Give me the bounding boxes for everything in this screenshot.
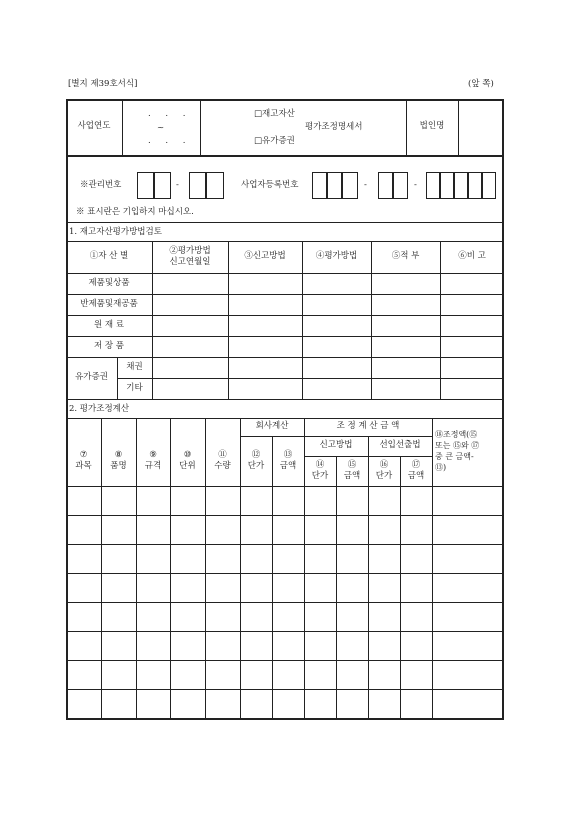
row-products-goods: 제품및상품 xyxy=(88,277,130,288)
company-calc-header: 회사계산 xyxy=(255,421,289,432)
statement-title: 평가조정명세서 xyxy=(305,122,363,132)
business-reg-digit-box[interactable] xyxy=(454,172,468,199)
corp-name-field[interactable] xyxy=(458,99,504,155)
business-year-label: 사업연도 xyxy=(77,121,111,132)
col-remarks: ⑥비 고 xyxy=(458,251,486,262)
col-reported-unit-price: ⑭ 단가 xyxy=(311,459,329,481)
management-digit-box[interactable] xyxy=(189,172,206,199)
business-reg-digit-box[interactable] xyxy=(426,172,440,199)
col-eval-method-date: ②평가방법 신고연월일 xyxy=(169,245,211,267)
dash-separator: - xyxy=(176,180,179,190)
business-reg-digit-box[interactable] xyxy=(312,172,327,199)
dash-separator: - xyxy=(364,180,367,190)
col-unit: ⑩ 단위 xyxy=(179,449,196,471)
col-spec: ⑨ 규격 xyxy=(144,449,162,471)
business-reg-digit-box[interactable] xyxy=(327,172,342,199)
col-fifo-amount: ⑰ 금액 xyxy=(407,459,425,481)
col-quantity: ⑪ 수량 xyxy=(214,449,231,471)
management-digit-box[interactable] xyxy=(154,172,171,199)
row-other: 기타 xyxy=(126,382,143,393)
col-item-name: ⑧ 품명 xyxy=(110,449,127,471)
row-semi-finished: 반제품및재공품 xyxy=(80,298,138,309)
reported-method-header: 신고방법 xyxy=(319,440,353,451)
adjust-calc-header: 조 정 계 산 금 액 xyxy=(336,421,400,432)
management-digit-box[interactable] xyxy=(137,172,154,199)
row-securities: 유가증권 xyxy=(75,372,108,383)
option-securities-checkbox[interactable]: □유가증권 xyxy=(254,136,295,146)
corp-name-label: 법인명 xyxy=(419,121,445,132)
col-company-unit-price: ⑫ 단가 xyxy=(247,449,265,471)
col-fifo-unit-price: ⑯ 단가 xyxy=(375,459,393,481)
col-appropriateness: ⑤적 부 xyxy=(391,251,420,262)
row-supplies: 저 장 품 xyxy=(93,340,125,351)
period-start: . . . xyxy=(148,109,192,119)
page-side-label: (앞 쪽) xyxy=(468,79,494,89)
business-reg-digit-box[interactable] xyxy=(393,172,408,199)
option-inventory-checkbox[interactable]: □재고자산 xyxy=(254,109,295,119)
col-company-amount: ⑬ 금액 xyxy=(279,449,297,471)
business-reg-label: 사업자등록번호 xyxy=(241,180,299,190)
section1-title: 1. 재고자산평가방법검토 xyxy=(69,227,162,237)
dash-separator: - xyxy=(414,180,417,190)
business-reg-digit-box[interactable] xyxy=(482,172,496,199)
form-number-label: [별지 제39호서식] xyxy=(68,79,138,89)
management-number-label: ※관리번호 xyxy=(80,180,122,190)
period-end: . . . xyxy=(148,136,192,146)
period-tilde: ~ xyxy=(157,123,165,133)
management-digit-box[interactable] xyxy=(206,172,224,199)
col-reported-amount: ⑮ 금액 xyxy=(343,459,361,481)
col-eval-method: ④평가방법 xyxy=(315,251,358,262)
business-reg-digit-box[interactable] xyxy=(440,172,454,199)
fifo-method-header: 선입선출법 xyxy=(379,440,421,451)
col-asset-type: ①자 산 별 xyxy=(89,251,129,262)
business-reg-digit-box[interactable] xyxy=(342,172,358,199)
business-reg-digit-box[interactable] xyxy=(468,172,482,199)
business-reg-digit-box[interactable] xyxy=(378,172,393,199)
col-reported-method: ③신고방법 xyxy=(244,251,286,262)
row-raw-materials: 원 재 료 xyxy=(93,319,125,330)
instruction-note: ※ 표시란은 기입하지 마십시오. xyxy=(76,207,194,217)
row-bonds: 채권 xyxy=(126,361,143,372)
col-adjustment-amount: ⑱조정액(⑮ 또는 ⑮와 ⑰ 중 큰 금액- ⑬) xyxy=(435,430,480,472)
col-subject: ⑦ 과목 xyxy=(75,449,92,471)
section2-title: 2. 평가조정계산 xyxy=(69,404,130,414)
